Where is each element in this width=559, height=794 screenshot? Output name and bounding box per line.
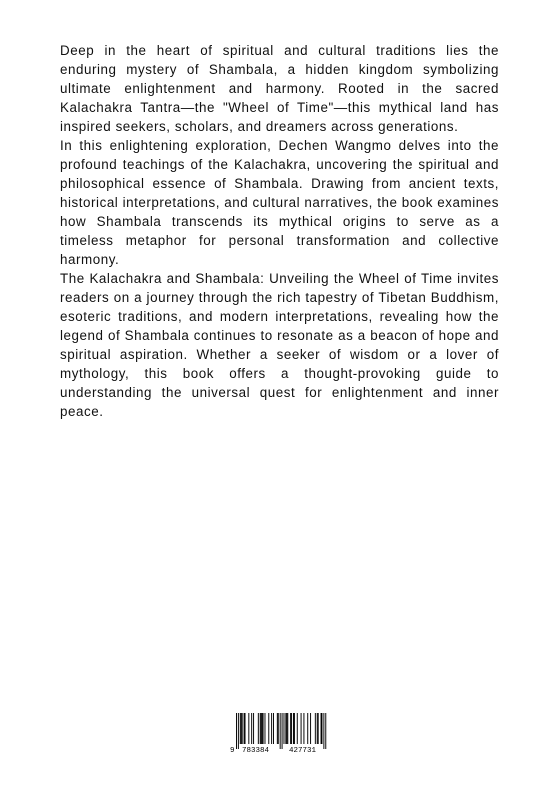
barcode-bar	[286, 713, 287, 744]
barcode-bars	[229, 713, 332, 749]
barcode-bar	[301, 713, 302, 744]
barcode-bar	[310, 713, 311, 744]
barcode-bar	[322, 713, 323, 744]
barcode-bar	[261, 713, 262, 744]
barcode-bar	[285, 713, 286, 744]
barcode-bar	[287, 713, 288, 744]
barcode-bar	[263, 713, 264, 744]
barcode-bar	[248, 713, 249, 744]
barcode-guard-bar	[282, 713, 283, 749]
barcode-bar	[321, 713, 322, 744]
barcode-bar	[307, 713, 308, 744]
barcode-guard-bar	[325, 713, 326, 749]
barcode-bar	[297, 713, 298, 744]
barcode-bar	[244, 713, 245, 744]
barcode-bar	[251, 713, 252, 744]
barcode-bar	[273, 713, 274, 744]
barcode-bar	[293, 713, 294, 744]
isbn-right-group: 427731	[289, 747, 317, 755]
barcode-bar	[265, 713, 266, 744]
barcode-bar	[242, 713, 243, 744]
barcode-bar	[284, 713, 285, 744]
isbn-lead-digit: 9	[230, 747, 235, 755]
barcode-bar	[317, 713, 318, 744]
blurb-paragraph-1: Deep in the heart of spiritual and cultural traditions lies the enduring mystery of Shambala, a hidden kingdom symbolizing ultimate enlightenment and harmony. Rooted in the sacred Kalachakra Tantra—the "Wheel of Time"—this mythical land has inspired seekers, scholars, and dreamers across generations.	[60, 43, 499, 134]
barcode-bar	[277, 713, 278, 744]
isbn-number	[229, 746, 332, 756]
barcode-guard-bar	[238, 713, 239, 749]
isbn-left-group: 783384	[242, 747, 270, 755]
barcode-bar	[291, 713, 292, 744]
barcode-bar	[262, 713, 263, 744]
barcode-bar	[268, 713, 269, 744]
barcode-guard-bar	[236, 713, 237, 749]
isbn-barcode	[229, 713, 332, 756]
barcode-bar	[278, 713, 279, 744]
barcode-bar	[294, 713, 295, 744]
barcode-bar	[240, 713, 241, 744]
barcode-bar	[245, 713, 246, 744]
barcode-bar	[303, 713, 304, 744]
barcode-bar	[318, 713, 319, 744]
barcode-bar	[260, 713, 261, 744]
barcode-bar	[290, 713, 291, 744]
barcode-bar	[258, 713, 259, 744]
barcode-bar	[315, 713, 316, 744]
blurb-text	[60, 41, 499, 421]
blurb-paragraph-3: The Kalachakra and Shambala: Unveiling the Wheel of Time invites readers on a journey through the rich tapestry of Tibetan Buddhism, esoteric traditions, and modern interpretations, revealing how the legend of Shambala continues to resonate as a beacon of hope and spiritual aspiration. Whether a seeker of wisdom or a lover of mythology, this book offers a thought-provoking guide to understanding the universal quest for enlightenment and inner peace.	[60, 271, 499, 419]
barcode-bar	[253, 713, 254, 744]
barcode-bar	[241, 713, 242, 744]
barcode-guard-bar	[323, 713, 324, 749]
barcode-guard-bar	[280, 713, 281, 749]
barcode-bar	[271, 713, 272, 744]
blurb-paragraph-2: In this enlightening exploration, Dechen Wangmo delves into the profound teachings of the Kalachakra, uncovering the spiritual and philosophical essence of Shambala. Drawing from ancient texts, historical interpretations, and cultural narratives, the book examines how Shambala transcends its mythical origins to serve as a timeless metaphor for personal transformation and collective harmony.	[60, 138, 499, 267]
